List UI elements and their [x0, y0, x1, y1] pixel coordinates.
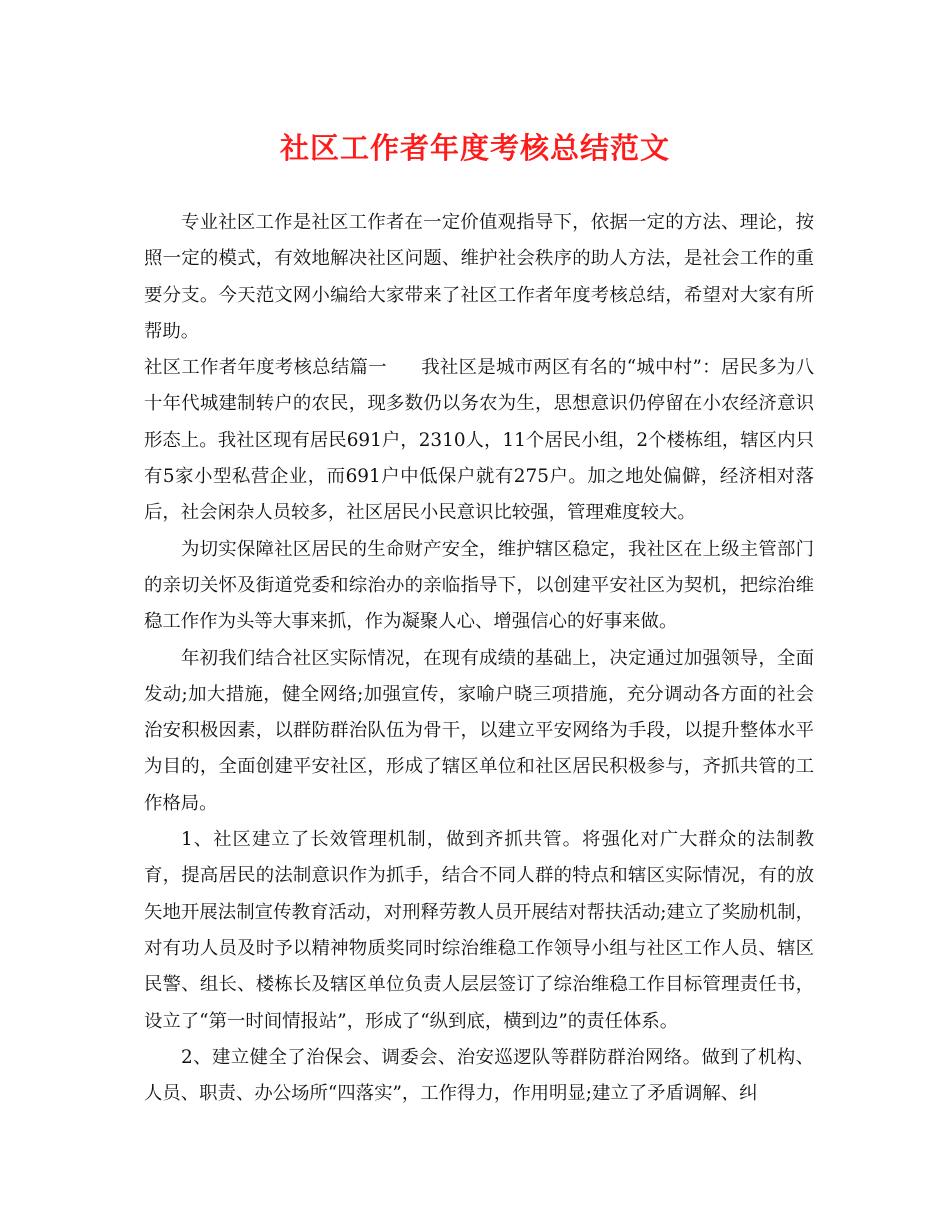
body-paragraph-4: 2、建立健全了治保会、调委会、治安巡逻队等群防群治网络。做到了机构、人员、职责、办公场所“四落实”，工作得力，作用明显;建立了矛盾调解、纠	[144, 1046, 814, 1105]
intro-paragraph: 专业社区工作是社区工作者在一定价值观指导下，依据一定的方法、理论，按照一定的模式，有效地解决社区问题、维护社会秩序的助人方法，是社会工作的重要分支。今天范文网小编给大家带来了社区工作者年度考核总结，希望对大家有所帮助。	[144, 212, 814, 342]
body-paragraph-1: 为切实保障社区居民的生命财产安全，维护辖区稳定，我社区在上级主管部门的亲切关怀及街道党委和综治办的亲临指导下，以创建平安社区为契机，把综治维稳工作作为头等大事来抓，作为凝聚人心、增强信心的好事来做。	[144, 538, 814, 633]
body-paragraph-2: 年初我们结合社区实际情况，在现有成绩的基础上，决定通过加强领导，全面发动;加大措施，健全网络;加强宣传，家喻户晓三项措施，充分调动各方面的社会治安积极因素，以群防群治队伍为骨干，以建立平安网络为手段，以提升整体水平为目的，全面创建平安社区，形成了辖区单位和社区居民积极参与，齐抓共管的工作格局。	[144, 647, 814, 814]
section-first-paragraph: 我社区是城市两区有名的“城中村”：居民多为八十年代城建制转户的农民，现多数仍以务农为生，思想意识仍停留在小农经济意识形态上。我社区现有居民691户，2310人，11个居民小组，2个楼栋组，辖区内只有5家小型私营企业，而691户中低保户就有275户。加之地处偏僻，经济相对落后，社会闲杂人员较多，社区居民小民意识比较强，管理难度较大。	[144, 357, 814, 524]
document-title: 社区工作者年度考核总结范文	[279, 131, 670, 165]
section-paragraph	[144, 350, 814, 531]
document-body	[144, 205, 814, 1112]
body-paragraph-3: 1、社区建立了长效管理机制，做到齐抓共管。将强化对广大群众的法制教育，提高居民的法制意识作为抓手，结合不同人群的特点和辖区实际情况，有的放矢地开展法制宣传教育活动，对刑释劳教人员开展结对帮扶活动;建立了奖励机制，对有功人员及时予以精神物质奖同时综治维稳工作领导小组与社区工作人员、辖区民警、组长、楼栋长及辖区单位负责人层层签订了综治维稳工作目标管理责任书，设立了“第一时间情报站”，形成了“纵到底，横到边”的责任体系。	[144, 829, 814, 1032]
section-heading: 社区工作者年度考核总结篇一	[144, 357, 387, 379]
